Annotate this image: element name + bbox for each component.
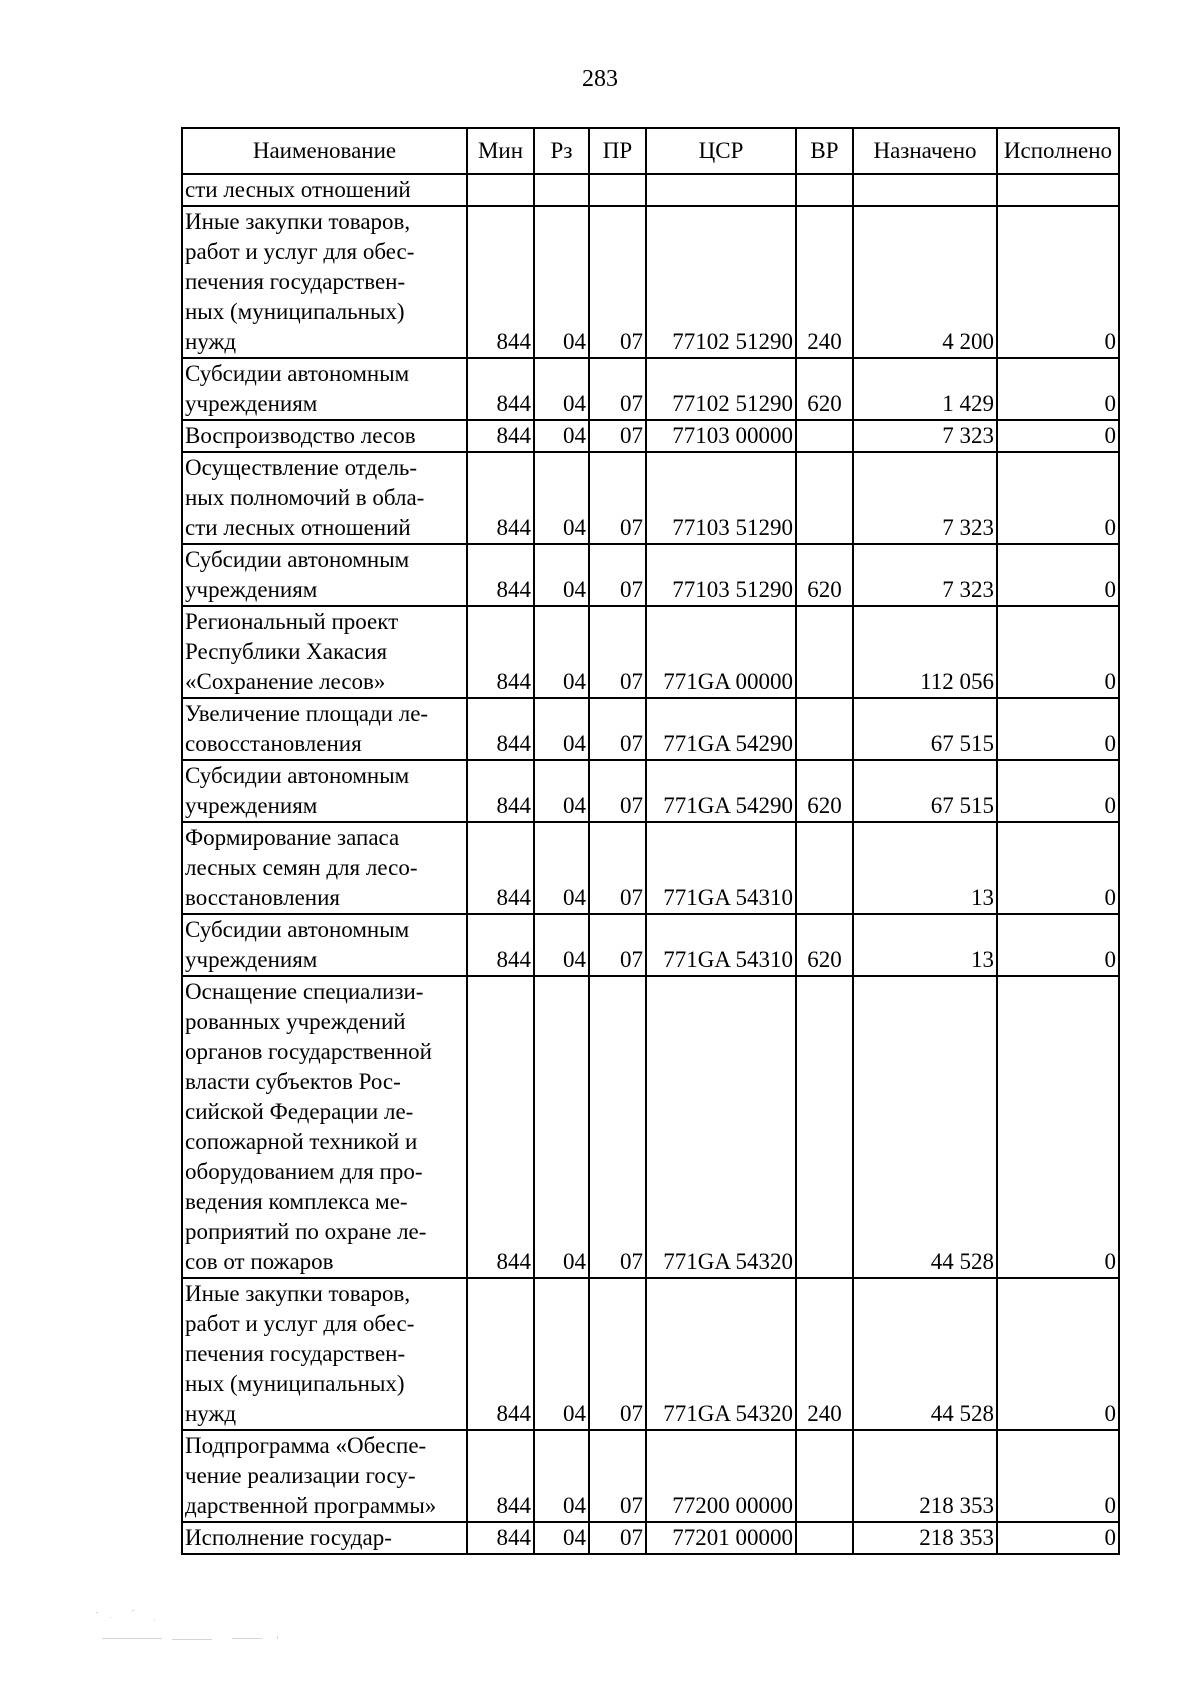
cell-vr [796,1522,853,1554]
cell-name: Исполнение государ- [182,1522,467,1554]
table-row [182,206,1119,358]
cell-pr: 07 [589,452,646,544]
cell-csr: 771GA 54310 [646,914,796,976]
cell-executed: 0 [997,914,1119,976]
cell-min: 844 [467,358,534,420]
cell-vr: 240 [796,1278,853,1430]
cell-rz: 04 [534,914,589,976]
cell-min: 844 [467,822,534,914]
cell-csr: 771GA 54320 [646,1278,796,1430]
cell-csr: 771GA 54290 [646,698,796,760]
cell-assigned: 13 [853,822,997,914]
header-min: Мин [467,128,534,174]
scan-noise-decoration [92,1608,312,1648]
cell-name: Субсидии автономным учреждениям [182,544,467,606]
cell-vr [796,1430,853,1522]
cell-assigned: 112 056 [853,606,997,698]
cell-executed: 0 [997,358,1119,420]
cell-min [467,174,534,206]
cell-executed: 0 [997,1430,1119,1522]
cell-csr: 77200 00000 [646,1430,796,1522]
cell-executed: 0 [997,206,1119,358]
cell-csr: 77201 00000 [646,1522,796,1554]
cell-rz [534,174,589,206]
cell-pr: 07 [589,1430,646,1522]
cell-executed: 0 [997,760,1119,822]
header-csr: ЦСР [646,128,796,174]
cell-min: 844 [467,206,534,358]
cell-name: Иные закупки товаров, работ и услуг для обес- печения государствен- ных (муниципальных) нужд [182,1278,467,1430]
header-assigned: Назначено [853,128,997,174]
cell-assigned: 67 515 [853,760,997,822]
cell-pr: 07 [589,420,646,452]
cell-assigned: 1 429 [853,358,997,420]
cell-vr: 240 [796,206,853,358]
cell-rz: 04 [534,420,589,452]
cell-rz: 04 [534,544,589,606]
cell-vr: 620 [796,760,853,822]
cell-csr: 771GA 00000 [646,606,796,698]
cell-assigned: 44 528 [853,1278,997,1430]
cell-executed: 0 [997,1278,1119,1430]
cell-vr [796,452,853,544]
cell-assigned: 218 353 [853,1522,997,1554]
table-row [182,544,1119,606]
cell-vr [796,174,853,206]
cell-executed: 0 [997,606,1119,698]
cell-name: сти лесных отношений [182,174,467,206]
cell-assigned: 7 323 [853,452,997,544]
table-row [182,976,1119,1278]
cell-executed: 0 [997,1522,1119,1554]
table-row [182,420,1119,452]
cell-pr: 07 [589,206,646,358]
table-row [182,452,1119,544]
cell-csr: 77102 51290 [646,358,796,420]
table-row [182,174,1119,206]
cell-rz: 04 [534,606,589,698]
cell-min: 844 [467,976,534,1278]
cell-assigned: 67 515 [853,698,997,760]
header-pr: ПР [589,128,646,174]
cell-name: Оснащение специализи- рованных учреждений органов государственной власти субъектов Рос- сийской Федерации ле- сопожарной техникой и оборудованием для про- ведения комплекса ме- роприятий по охране ле- сов от пожаров [182,976,467,1278]
table-row [182,1278,1119,1430]
cell-rz: 04 [534,698,589,760]
cell-csr [646,174,796,206]
cell-name: Осуществление отдель- ных полномочий в обла- сти лесных отношений [182,452,467,544]
cell-min: 844 [467,1278,534,1430]
table-row [182,822,1119,914]
cell-vr [796,606,853,698]
cell-executed: 0 [997,452,1119,544]
cell-csr: 77103 51290 [646,452,796,544]
cell-name: Иные закупки товаров, работ и услуг для обес- печения государствен- ных (муниципальных) нужд [182,206,467,358]
cell-vr [796,976,853,1278]
cell-pr: 07 [589,760,646,822]
cell-rz: 04 [534,1278,589,1430]
table-row [182,1522,1119,1554]
cell-min: 844 [467,420,534,452]
cell-pr: 07 [589,1522,646,1554]
cell-pr: 07 [589,976,646,1278]
cell-rz: 04 [534,358,589,420]
cell-pr: 07 [589,358,646,420]
cell-assigned: 218 353 [853,1430,997,1522]
cell-name: Субсидии автономным учреждениям [182,914,467,976]
cell-name: Подпрограмма «Обеспе- чение реализации госу- дарственной программы» [182,1430,467,1522]
cell-name: Региональный проект Республики Хакасия «Сохранение лесов» [182,606,467,698]
cell-rz: 04 [534,452,589,544]
cell-min: 844 [467,914,534,976]
header-vr: ВР [796,128,853,174]
cell-rz: 04 [534,206,589,358]
cell-csr: 77102 51290 [646,206,796,358]
cell-executed: 0 [997,822,1119,914]
cell-assigned [853,174,997,206]
cell-assigned: 44 528 [853,976,997,1278]
cell-rz: 04 [534,822,589,914]
header-rz: Рз [534,128,589,174]
cell-vr [796,822,853,914]
cell-pr: 07 [589,544,646,606]
cell-min: 844 [467,1430,534,1522]
cell-name: Увеличение площади ле- совосстановления [182,698,467,760]
cell-vr [796,698,853,760]
page-number: 283 [582,66,618,92]
cell-pr [589,174,646,206]
table-row [182,760,1119,822]
cell-name: Воспроизводство лесов [182,420,467,452]
cell-min: 844 [467,606,534,698]
cell-min: 844 [467,760,534,822]
table-header-row [182,128,1119,174]
cell-name: Формирование запаса лесных семян для лесо- восстановления [182,822,467,914]
table-row [182,358,1119,420]
cell-pr: 07 [589,914,646,976]
cell-min: 844 [467,544,534,606]
cell-executed: 0 [997,698,1119,760]
cell-assigned: 4 200 [853,206,997,358]
cell-vr: 620 [796,358,853,420]
cell-vr [796,420,853,452]
cell-assigned: 13 [853,914,997,976]
cell-pr: 07 [589,606,646,698]
cell-rz: 04 [534,1522,589,1554]
cell-vr: 620 [796,914,853,976]
cell-pr: 07 [589,698,646,760]
cell-csr: 77103 00000 [646,420,796,452]
cell-min: 844 [467,1522,534,1554]
table-row [182,698,1119,760]
cell-pr: 07 [589,822,646,914]
header-name: Наименование [182,128,467,174]
cell-csr: 771GA 54310 [646,822,796,914]
cell-executed: 0 [997,420,1119,452]
cell-csr: 771GA 54290 [646,760,796,822]
cell-min: 844 [467,698,534,760]
table-row [182,1430,1119,1522]
cell-executed [997,174,1119,206]
cell-name: Субсидии автономным учреждениям [182,358,467,420]
cell-vr: 620 [796,544,853,606]
cell-csr: 771GA 54320 [646,976,796,1278]
cell-rz: 04 [534,760,589,822]
cell-rz: 04 [534,976,589,1278]
table-row [182,606,1119,698]
table-row [182,914,1119,976]
cell-assigned: 7 323 [853,544,997,606]
cell-executed: 0 [997,544,1119,606]
cell-rz: 04 [534,1430,589,1522]
budget-table [181,127,1120,1555]
cell-csr: 77103 51290 [646,544,796,606]
cell-min: 844 [467,452,534,544]
cell-executed: 0 [997,976,1119,1278]
cell-name: Субсидии автономным учреждениям [182,760,467,822]
header-executed: Исполнено [997,128,1119,174]
cell-pr: 07 [589,1278,646,1430]
cell-assigned: 7 323 [853,420,997,452]
